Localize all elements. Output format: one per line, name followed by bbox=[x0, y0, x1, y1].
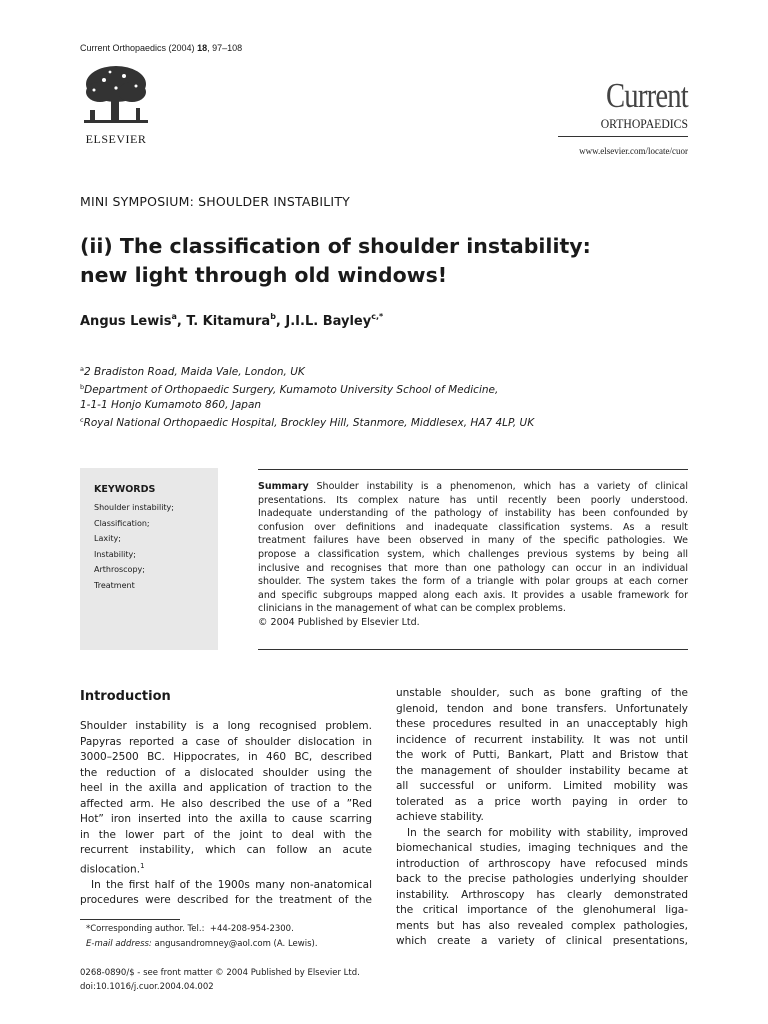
body-line: the management of shoulder instability became at bbox=[396, 764, 688, 777]
body-column-left bbox=[80, 719, 372, 909]
keyword-item: Laxity; bbox=[94, 534, 121, 543]
body-line: unstable shoulder, such as bone grafting of the bbox=[396, 687, 688, 699]
keyword-item: Shoulder instability; bbox=[94, 503, 174, 512]
summary-line: and specific subgroups mapped along each axis. It provides a usable framework for bbox=[258, 589, 688, 601]
affiliations bbox=[80, 362, 700, 431]
journal-url[interactable]: www.elsevier.com/locate/cuor bbox=[579, 146, 688, 156]
body-line bbox=[80, 859, 372, 878]
affiliation bbox=[80, 398, 700, 413]
email-address[interactable]: angusandromney@aol.com (A. Lewis). bbox=[151, 938, 318, 949]
journal-reference bbox=[80, 43, 242, 53]
body-line: achieve stability. bbox=[396, 811, 484, 823]
body-line: biomechanical studies, imaging techniques and the bbox=[396, 842, 688, 854]
body-line: tolerated as a price worth paying in order to bbox=[396, 795, 688, 808]
reference-mark[interactable]: 1 bbox=[140, 861, 145, 870]
affiliation bbox=[80, 380, 700, 398]
author-affil-mark: b bbox=[270, 312, 276, 321]
journal-brand-orthopaedics: ORTHOPAEDICS bbox=[600, 116, 688, 131]
body-line: these procedures resulted in an unacceptably high bbox=[396, 718, 688, 730]
affiliation bbox=[80, 413, 700, 431]
affil-mark: c bbox=[80, 416, 84, 424]
header-divider bbox=[558, 136, 688, 137]
summary-line bbox=[258, 480, 688, 494]
body-line: the work of Putti, Bankart, Platt and Bristow that bbox=[396, 749, 688, 761]
summary-line: confusion over definitions and inadequate classification systems. As a result bbox=[258, 521, 688, 533]
affil-text: Department of Orthopaedic Surgery, Kumamoto University School of Medicine, bbox=[84, 384, 499, 396]
body-line: recurrent instability, which can follow an acute bbox=[80, 844, 372, 856]
summary-line: Inadequate understanding of the pathology of instability has been confounded by bbox=[258, 508, 688, 520]
section-label: MINI SYMPOSIUM: SHOULDER INSTABILITY bbox=[80, 194, 350, 209]
summary-text: Shoulder instability is a phenomenon, which has a variety of clinical bbox=[308, 481, 688, 492]
body-line: In the search for mobility with stability, improved bbox=[407, 826, 688, 839]
body-line: procedures were described for the treatment of the bbox=[80, 894, 372, 906]
body-line: Hot” iron inserted into the axilla to cause scarring bbox=[80, 813, 372, 825]
author-affil-mark: a bbox=[171, 312, 177, 321]
keyword-item: Classification; bbox=[94, 518, 150, 528]
affiliation bbox=[80, 362, 700, 380]
keywords-list bbox=[94, 500, 174, 593]
author-affil-mark: c,* bbox=[371, 312, 384, 321]
author-separator: , bbox=[275, 314, 286, 329]
affil-text: 1-1-1 Honjo Kumamoto 860, Japan bbox=[80, 399, 262, 411]
footnote-rule bbox=[80, 919, 180, 920]
body-line: In the first half of the 1900s many non-anatomical bbox=[91, 878, 372, 891]
body-line: the reduction of a dislocated shoulder using the bbox=[80, 766, 372, 779]
summary-line: propose a classification system, which challenges previous systems by being all bbox=[258, 548, 688, 560]
summary-line: treatment failures have been observed in many of the specific pathologies. We bbox=[258, 535, 688, 547]
footnotes bbox=[86, 922, 318, 951]
keyword-item: Arthroscopy; bbox=[94, 565, 145, 574]
summary-line: shoulder. The system takes the form of a triangle with polar groups at each corner bbox=[258, 576, 688, 588]
authors bbox=[80, 312, 383, 329]
doi-line[interactable]: doi:10.1016/j.cuor.2004.04.002 bbox=[80, 982, 214, 992]
body-line: ments but has also revealed complex pathologies, bbox=[396, 919, 688, 932]
corresponding-author: *Corresponding author. Tel.: +44-208-954-2300. bbox=[86, 924, 294, 934]
author-name: Angus Lewis bbox=[80, 314, 172, 329]
affil-mark: b bbox=[80, 383, 85, 391]
body-line: introduction of arthroscopy have refocused minds bbox=[396, 857, 688, 870]
body-line: in the lower part of the joint to deal with the bbox=[80, 828, 372, 841]
body-line: instability. Arthroscopy has clearly demonstrated bbox=[396, 888, 688, 901]
article-title bbox=[80, 232, 700, 290]
summary-label: Summary bbox=[258, 481, 309, 492]
body-line: the critical importance of the glenohumeral liga- bbox=[396, 904, 688, 916]
body-line: incidence of recurrent instability. It was not until bbox=[396, 733, 688, 746]
keywords-heading: KEYWORDS bbox=[94, 484, 156, 495]
publisher-name: ELSEVIER bbox=[85, 132, 147, 146]
copyright-line: © 2004 Published by Elsevier Ltd. bbox=[258, 616, 420, 628]
journal-brand-current: Current bbox=[606, 76, 688, 115]
body-line: glenoid, tendon and bone transfers. Unfortunately bbox=[396, 702, 688, 715]
summary-bottom-rule bbox=[258, 649, 688, 650]
summary-line: clinicians in the management of what can be complex problems. bbox=[258, 603, 566, 615]
body-line: Shoulder instability is a long recognised problem. bbox=[80, 720, 372, 732]
affil-mark: a bbox=[80, 365, 84, 373]
email-line bbox=[86, 937, 318, 952]
affil-text: 2 Bradiston Road, Maida Vale, London, UK bbox=[83, 366, 305, 378]
body-line: heel in the axilla and application of traction to the bbox=[80, 782, 372, 794]
body-column-right bbox=[396, 686, 688, 950]
body-line: 3000–2500 BC. Hippocrates, in 460 BC, described bbox=[80, 751, 372, 763]
email-label: E-mail address: bbox=[86, 938, 152, 949]
affil-text: Royal National Orthopaedic Hospital, Brockley Hill, Stanmore, Middlesex, HA7 4LP, UK bbox=[83, 417, 535, 429]
keyword-item: Treatment bbox=[94, 580, 135, 590]
front-matter bbox=[80, 966, 360, 994]
body-line: all successful or uniform. Limited mobility was bbox=[396, 780, 688, 792]
body-text: dislocation. bbox=[80, 863, 141, 875]
summary bbox=[258, 480, 688, 630]
summary-line: inclusive and recognises that more than one pathology can occur in an individual bbox=[258, 562, 688, 574]
author-name: T. Kitamura bbox=[186, 314, 271, 329]
author-separator: , bbox=[176, 314, 187, 329]
keyword-item: Instability; bbox=[94, 549, 136, 559]
summary-line: presentations. Its complex nature has until recently been poorly understood. bbox=[258, 494, 688, 506]
issn-line: 0268-0890/$ - see front matter © 2004 Published by Elsevier Ltd. bbox=[80, 968, 360, 978]
body-line: back to the precise pathologies underlying shoulder bbox=[396, 873, 688, 885]
author-name: J.I.L. Bayley bbox=[285, 314, 372, 329]
journal-ref-volume: 18 bbox=[197, 43, 208, 53]
introduction-heading: Introduction bbox=[80, 689, 171, 704]
journal-ref-text: Current Orthopaedics (2004) bbox=[80, 43, 195, 53]
body-line: which create a variety of clinical presentations, bbox=[396, 935, 688, 947]
body-line: affected arm. He also described the use of a ”Red bbox=[80, 797, 372, 810]
journal-ref-pages: , 97–108 bbox=[207, 43, 243, 53]
title-line: (ii) The classification of shoulder instability: bbox=[80, 234, 591, 258]
summary-top-rule bbox=[258, 469, 688, 470]
title-line: new light through old windows! bbox=[80, 263, 448, 287]
body-line: Papyras reported a case of shoulder dislocation in bbox=[80, 735, 372, 748]
